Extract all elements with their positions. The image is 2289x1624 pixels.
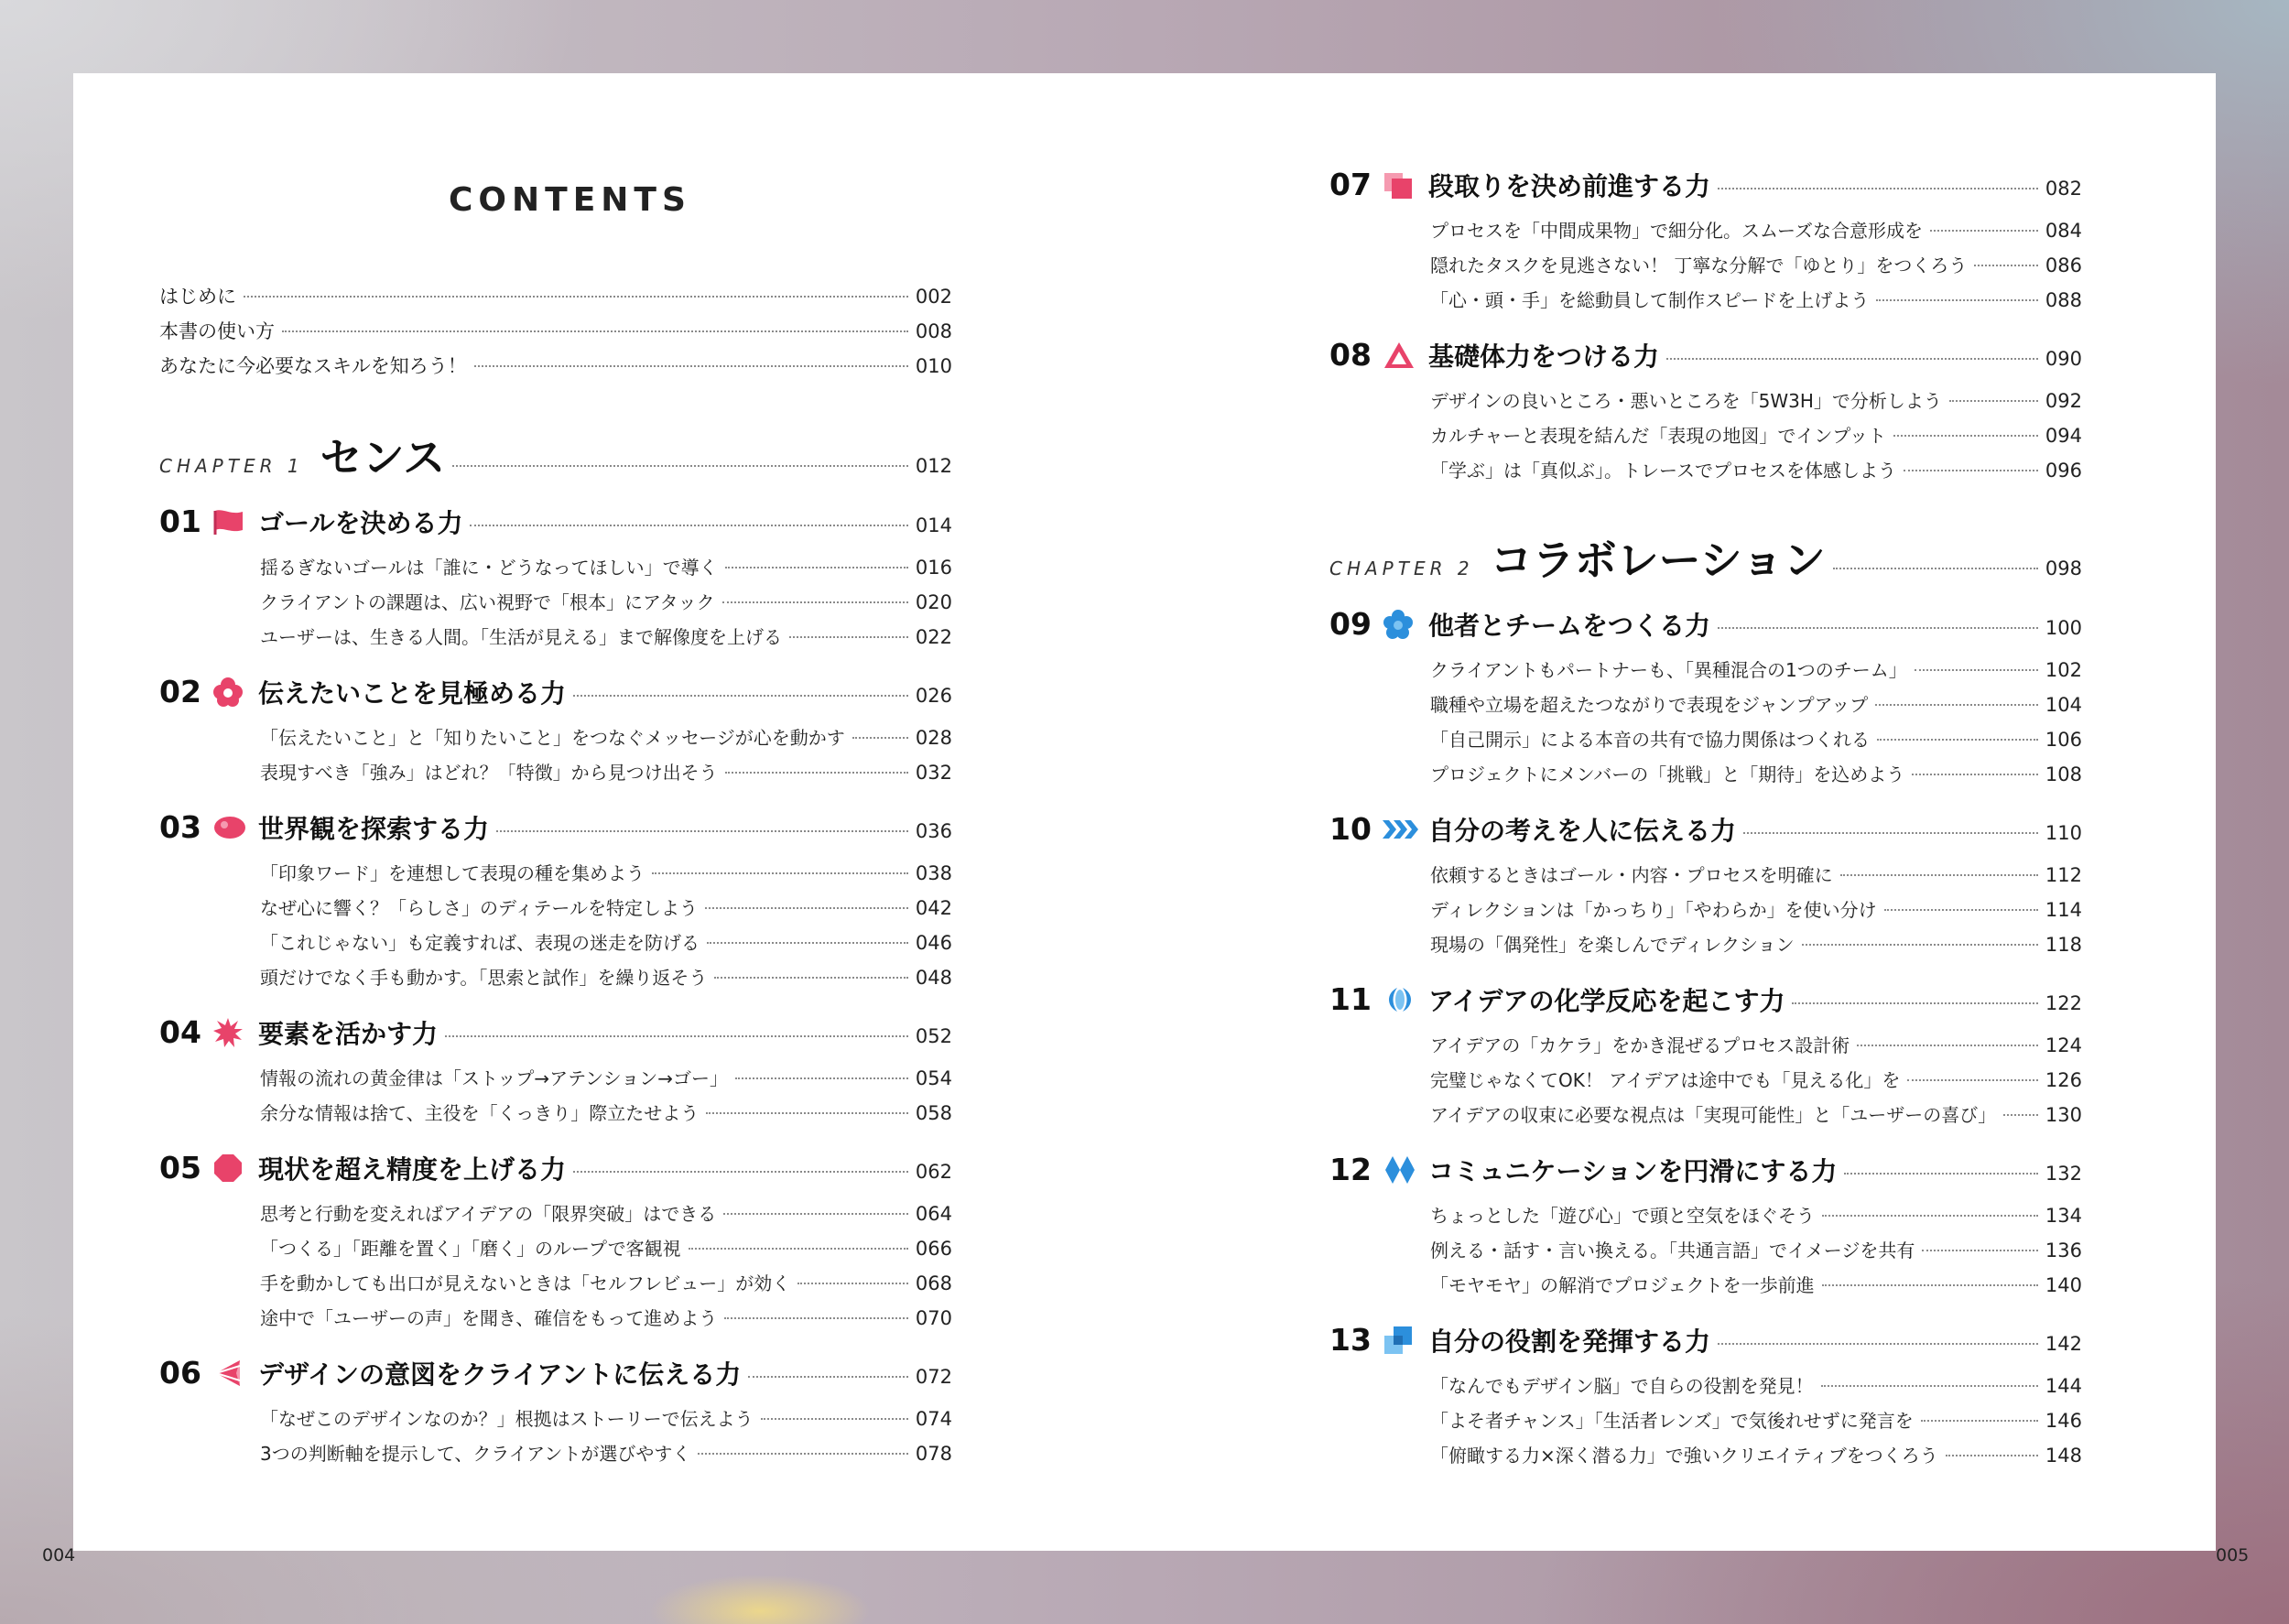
- blob-icon: [212, 812, 249, 843]
- section-title: 伝えたいことを見極める力: [258, 678, 567, 709]
- subsection-item[interactable]: [1329, 286, 2082, 312]
- subsection-item[interactable]: [159, 758, 952, 785]
- dot-leader: [1840, 874, 2038, 876]
- section-06[interactable]: [159, 1355, 952, 1391]
- page-number: 110: [2045, 822, 2082, 844]
- dot-leader: [1718, 188, 2038, 189]
- page-number: 096: [2045, 460, 2082, 482]
- subsection-title: 情報の流れの黄金律は「ストップ→アテンション→ゴー」: [260, 1067, 729, 1089]
- dot-leader: [452, 465, 908, 467]
- dot-leader: [705, 907, 908, 909]
- chapter-heading[interactable]: [1329, 527, 2082, 588]
- page-number: 028: [915, 727, 952, 749]
- dot-leader: [852, 737, 908, 739]
- dot-leader: [1833, 568, 2038, 569]
- subsection-title: 「俯瞰する力×深く潜る力」で強いクリエイティブをつくろう: [1430, 1445, 1938, 1467]
- section-number: 02: [159, 674, 201, 709]
- section-number: 08: [1329, 337, 1372, 373]
- subsection-title: プロジェクトにメンバーの「挑戦」と「期待」を込めよう: [1430, 763, 1905, 785]
- dot-leader: [470, 525, 907, 526]
- page-number: 012: [915, 455, 952, 477]
- page-number: 134: [2045, 1205, 2082, 1227]
- subsection-item[interactable]: [1329, 1371, 2082, 1398]
- dot-leader: [689, 1248, 908, 1250]
- page-number: 084: [2045, 220, 2082, 242]
- subsection-title: 「心・頭・手」を総動員して制作スピードを上げよう: [1430, 289, 1870, 311]
- page-number: 078: [915, 1443, 952, 1465]
- subsection-title: カルチャーと表現を結んだ「表現の地図」でインプット: [1430, 425, 1886, 447]
- section-number: 01: [159, 503, 201, 539]
- fan-icon: [212, 1358, 249, 1389]
- page-number: 008: [915, 320, 952, 342]
- section-number: 05: [159, 1150, 201, 1186]
- dot-leader: [496, 830, 908, 832]
- subsection-title: 余分な情報は捨て、主役を「くっきり」際立たせよう: [260, 1102, 700, 1124]
- section-title: アイデアの化学反応を起こす力: [1428, 986, 1785, 1016]
- subsection-title: 依頼するときはゴール・内容・プロセスを明確に: [1430, 864, 1833, 886]
- section-title: 自分の役割を発揮する力: [1428, 1326, 1711, 1357]
- dot-leader: [761, 1418, 908, 1420]
- subsection-title: 「学ぶ」は「真似ぶ」。トレースでプロセスを体感しよう: [1430, 460, 1896, 482]
- chapter-label: CHAPTER 1: [159, 455, 304, 477]
- subsection-item[interactable]: [159, 928, 952, 955]
- page-title: CONTENTS: [449, 181, 691, 219]
- dot-leader: [735, 1077, 908, 1079]
- subsection-item[interactable]: [159, 588, 952, 614]
- subsection-title: 職種や立場を超えたつながりで表現をジャンプアップ: [1430, 694, 1869, 716]
- page-number: 108: [2045, 763, 2082, 785]
- subsection-item[interactable]: [1329, 655, 2082, 682]
- page-number: 100: [2045, 617, 2082, 639]
- dot-leader: [1802, 944, 2038, 946]
- toc-entry-title: 本書の使い方: [159, 320, 275, 342]
- section-number: 11: [1329, 981, 1372, 1017]
- subsection-item[interactable]: [1329, 1100, 2082, 1127]
- page-number: 032: [915, 762, 952, 784]
- subsection-item[interactable]: [1329, 895, 2082, 922]
- page-number: 132: [2045, 1163, 2082, 1185]
- page-number: 014: [915, 514, 952, 536]
- subsection-item[interactable]: [159, 963, 952, 990]
- page-number: 026: [915, 685, 952, 707]
- subsection-item[interactable]: [1329, 1236, 2082, 1262]
- page-number: 072: [915, 1366, 952, 1388]
- toc-intro-item[interactable]: [159, 352, 952, 379]
- subsection-title: 「印象ワード」を連想して表現の種を集めよう: [260, 862, 645, 884]
- dot-leader: [1876, 299, 2038, 301]
- page-number: 066: [915, 1238, 952, 1260]
- dot-leader: [474, 365, 908, 367]
- page-number: 090: [2045, 348, 2082, 370]
- subsection-title: 「よそ者チャンス」「生活者レンズ」で気後れせずに発言を: [1430, 1410, 1914, 1432]
- toc-entry-title: はじめに: [159, 286, 236, 308]
- page-number: 112: [2045, 864, 2082, 886]
- chapter-label: CHAPTER 2: [1329, 558, 1474, 579]
- subsection-item[interactable]: [159, 553, 952, 579]
- burst-icon: [212, 1017, 249, 1048]
- page-number: 094: [2045, 425, 2082, 447]
- page-number: 038: [915, 862, 952, 884]
- subsection-item[interactable]: [159, 623, 952, 649]
- subsection-title: 例える・話す・言い換える。「共通言語」でイメージを共有: [1430, 1240, 1915, 1261]
- dot-leader: [706, 1112, 908, 1114]
- dot-leader: [573, 695, 908, 697]
- subsection-title: 表現すべき「強み」はどれ？「特徴」から見つけ出そう: [260, 762, 718, 784]
- page-number: 046: [915, 932, 952, 954]
- squares-icon: [1383, 169, 1419, 200]
- flag-icon: [212, 506, 249, 537]
- page-number: 074: [915, 1408, 952, 1430]
- subsection-item[interactable]: [1329, 1066, 2082, 1092]
- dot-leader: [723, 1213, 908, 1215]
- section-number: 10: [1329, 811, 1372, 847]
- subsection-item[interactable]: [159, 893, 952, 920]
- subsection-item[interactable]: [159, 1269, 952, 1295]
- page-number: 106: [2045, 729, 2082, 751]
- subsection-title: 完璧じゃなくてOK！ アイデアは途中でも「見える化」を: [1430, 1069, 1901, 1091]
- page-folio-right: 005: [2216, 1545, 2250, 1565]
- section-number: 06: [159, 1355, 201, 1391]
- subsection-item[interactable]: [159, 1064, 952, 1090]
- dot-leader: [1822, 1284, 2038, 1286]
- subsection-title: 「自己開示」による本音の共有で協力関係はつくれる: [1430, 729, 1870, 751]
- blue-flower-icon: [1383, 609, 1419, 640]
- subsection-item[interactable]: [1329, 760, 2082, 786]
- subsection-item[interactable]: [1329, 1031, 2082, 1057]
- page-number: 144: [2045, 1375, 2082, 1397]
- dot-leader: [1875, 704, 2038, 706]
- subsection-title: なぜ心に響く？「らしさ」のディテールを特定しよう: [260, 897, 698, 919]
- subsection-item[interactable]: [1329, 421, 2082, 448]
- subsection-item[interactable]: [1329, 456, 2082, 482]
- page-number: 082: [2045, 178, 2082, 200]
- dot-leader: [445, 1035, 908, 1037]
- subsection-title: 揺るぎないゴールは「誰に・どうなってほしい」で導く: [260, 557, 718, 579]
- page-number: 036: [915, 820, 952, 842]
- dot-leader: [244, 296, 908, 298]
- page-number: 104: [2045, 694, 2082, 716]
- subsection-item[interactable]: [1329, 930, 2082, 957]
- subsection-title: 現場の「偶発性」を楽しんでディレクション: [1430, 934, 1795, 956]
- section-title: 要素を活かす力: [258, 1019, 439, 1049]
- subsection-item[interactable]: [159, 1304, 952, 1330]
- subsection-title: 「これじゃない」も定義すれば、表現の迷走を防げる: [260, 932, 700, 954]
- subsection-item[interactable]: [159, 1199, 952, 1226]
- section-07[interactable]: [1329, 167, 2082, 203]
- page-number: 052: [915, 1025, 952, 1047]
- dot-leader: [1877, 739, 2038, 741]
- page-number: 126: [2045, 1069, 2082, 1091]
- section-01[interactable]: [159, 503, 952, 540]
- dot-leader: [1915, 669, 2038, 671]
- dot-leader: [748, 1376, 908, 1378]
- subsection-title: ディレクションは「かっちり」「やわらか」を使い分け: [1430, 899, 1877, 921]
- section-title: ゴールを決める力: [258, 508, 463, 538]
- page-number: 124: [2045, 1034, 2082, 1056]
- subsection-title: 頭だけでなく手も動かす。「思索と試作」を繰り返そう: [260, 967, 708, 989]
- subsection-item[interactable]: [1329, 1406, 2082, 1433]
- page-number: 022: [915, 626, 952, 648]
- dot-leader: [1844, 1173, 2038, 1175]
- dot-leader: [724, 1317, 908, 1319]
- octagon-icon: [212, 1153, 249, 1184]
- page-number: 140: [2045, 1274, 2082, 1296]
- section-03[interactable]: [159, 809, 952, 846]
- diamonds-icon: [1383, 1154, 1419, 1186]
- page-number: 136: [2045, 1240, 2082, 1261]
- dot-leader: [1893, 435, 2038, 437]
- subsection-item[interactable]: [159, 859, 952, 885]
- section-title: 自分の考えを人に伝える力: [1428, 816, 1737, 846]
- page-number: 062: [915, 1161, 952, 1183]
- dot-leader: [707, 942, 908, 944]
- chevrons-icon: [1383, 814, 1419, 845]
- chapter-heading[interactable]: [159, 425, 952, 485]
- section-11[interactable]: [1329, 981, 2082, 1018]
- page-number: 088: [2045, 289, 2082, 311]
- page-number: 020: [915, 591, 952, 613]
- subsection-item[interactable]: [159, 723, 952, 750]
- page-number: 016: [915, 557, 952, 579]
- drops-icon: [1383, 984, 1419, 1015]
- dot-leader: [1946, 1455, 2038, 1456]
- subsection-title: クライアントの課題は、広い視野で「根本」にアタック: [260, 591, 715, 613]
- section-12[interactable]: [1329, 1152, 2082, 1188]
- dot-leader: [1974, 265, 2038, 266]
- dot-leader: [1718, 1343, 2038, 1345]
- toc-entry-title: あなたに今必要なスキルを知ろう！: [159, 355, 467, 377]
- page-number: 114: [2045, 899, 2082, 921]
- section-number: 07: [1329, 167, 1372, 202]
- section-number: 12: [1329, 1152, 1372, 1187]
- section-04[interactable]: [159, 1014, 952, 1051]
- dot-leader: [282, 330, 908, 332]
- page-number: 142: [2045, 1333, 2082, 1355]
- triangle-icon: [1383, 340, 1419, 371]
- subsection-title: 3つの判断軸を提示して、クライアントが選びやすく: [260, 1443, 691, 1465]
- page-number: 064: [915, 1203, 952, 1225]
- section-number: 04: [159, 1014, 201, 1050]
- dot-leader: [1912, 774, 2038, 775]
- dot-leader: [725, 567, 908, 568]
- subsection-item[interactable]: [1329, 1441, 2082, 1467]
- subsection-item[interactable]: [159, 1404, 952, 1431]
- page-number: 086: [2045, 254, 2082, 276]
- chapter-name: センス: [320, 433, 446, 482]
- subsection-item[interactable]: [159, 1234, 952, 1261]
- page-folio-left: 004: [42, 1545, 76, 1565]
- subsection-item[interactable]: [1329, 216, 2082, 243]
- chapter-name: コラボレーション: [1490, 536, 1826, 585]
- dot-leader: [722, 601, 908, 603]
- page-number: 002: [915, 286, 952, 308]
- subsection-title: 「なぜこのデザインなのか？」根拠はストーリーで伝えよう: [260, 1408, 754, 1430]
- dot-leader: [1821, 1385, 2038, 1387]
- section-10[interactable]: [1329, 811, 2082, 848]
- section-title: コミュニケーションを円滑にする力: [1428, 1156, 1838, 1186]
- page-number: 048: [915, 967, 952, 989]
- subsection-item[interactable]: [1329, 386, 2082, 413]
- page-number: 098: [2045, 558, 2082, 579]
- section-title: 段取りを決め前進する力: [1428, 171, 1711, 201]
- subsection-item[interactable]: [1329, 251, 2082, 277]
- dot-leader: [789, 636, 908, 638]
- section-title: 世界観を探索する力: [258, 814, 490, 844]
- subsection-title: 隠れたタスクを見逃さない！ 丁寧な分解で「ゆとり」をつくろう: [1430, 254, 1968, 276]
- section-number: 13: [1329, 1322, 1372, 1358]
- subsection-title: デザインの良いところ・悪いところを「5W3H」で分析しよう: [1430, 390, 1942, 412]
- section-02[interactable]: [159, 674, 952, 710]
- section-13[interactable]: [1329, 1322, 2082, 1359]
- page-number: 054: [915, 1067, 952, 1089]
- subsection-title: 「伝えたいこと」と「知りたいこと」をつなぐメッセージが心を動かす: [260, 727, 845, 749]
- dot-leader: [1666, 358, 2038, 360]
- page-number: 130: [2045, 1104, 2082, 1126]
- subsection-title: ちょっとした「遊び心」で頭と空気をほぐそう: [1430, 1205, 1815, 1227]
- dot-leader: [1884, 909, 2038, 911]
- page-number: 068: [915, 1272, 952, 1294]
- dot-leader: [1857, 1045, 2038, 1046]
- dot-leader: [652, 872, 908, 874]
- dot-leader: [1930, 230, 2038, 232]
- dot-leader: [725, 772, 908, 774]
- subsection-title: 思考と行動を変えればアイデアの「限界突破」はできる: [260, 1203, 717, 1225]
- subsection-item[interactable]: [1329, 1201, 2082, 1228]
- subsection-item[interactable]: [1329, 861, 2082, 887]
- subsection-item[interactable]: [1329, 1271, 2082, 1297]
- subsection-title: 途中で「ユーザーの声」を聞き、確信をもって進めよう: [260, 1307, 718, 1329]
- blue-squares-icon: [1383, 1325, 1419, 1356]
- dot-leader: [573, 1171, 908, 1173]
- section-09[interactable]: [1329, 606, 2082, 643]
- subsection-title: クライアントもパートナーも、「異種混合の1つのチーム」: [1430, 659, 1907, 681]
- section-title: 他者とチームをつくる力: [1428, 611, 1711, 641]
- subsection-title: アイデアの収束に必要な視点は「実現可能性」と「ユーザーの喜び」: [1430, 1104, 1997, 1126]
- dot-leader: [1743, 832, 2038, 834]
- section-05[interactable]: [159, 1150, 952, 1186]
- section-title: 現状を超え精度を上げる力: [258, 1154, 567, 1185]
- section-08[interactable]: [1329, 337, 2082, 374]
- dot-leader: [1922, 1250, 2038, 1251]
- subsection-title: 「モヤモヤ」の解消でプロジェクトを一歩前進: [1430, 1274, 1815, 1296]
- toc-intro-item[interactable]: [159, 317, 952, 344]
- subsection-title: 手を動かしても出口が見えないときは「セルフレビュー」が効く: [260, 1272, 791, 1294]
- page-number: 102: [2045, 659, 2082, 681]
- subsection-item[interactable]: [1329, 725, 2082, 752]
- subsection-item[interactable]: [159, 1099, 952, 1125]
- subsection-title: 「なんでもデザイン脳」で自らの役割を発見！: [1430, 1375, 1814, 1397]
- dot-leader: [1718, 627, 2038, 629]
- subsection-title: プロセスを「中間成果物」で細分化。スムーズな合意形成を: [1430, 220, 1923, 242]
- section-number: 03: [159, 809, 201, 845]
- dot-leader: [797, 1283, 908, 1284]
- page-number: 146: [2045, 1410, 2082, 1432]
- page-number: 122: [2045, 992, 2082, 1014]
- page-number: 070: [915, 1307, 952, 1329]
- section-title: デザインの意図をクライアントに伝える力: [258, 1359, 742, 1390]
- toc-intro-item[interactable]: [159, 282, 952, 309]
- section-number: 09: [1329, 606, 1372, 642]
- dot-leader: [1822, 1215, 2038, 1217]
- subsection-title: 「つくる」「距離を置く」「磨く」のループで客観視: [260, 1238, 681, 1260]
- page-number: 010: [915, 355, 952, 377]
- flower-icon: [212, 677, 249, 708]
- dot-leader: [2003, 1114, 2038, 1116]
- subsection-title: ユーザーは、生きる人間。「生活が見える」まで解像度を上げる: [260, 626, 782, 648]
- page-number: 148: [2045, 1445, 2082, 1467]
- subsection-title: アイデアの「カケラ」をかき混ぜるプロセス設計術: [1430, 1034, 1850, 1056]
- dot-leader: [1907, 1079, 2037, 1081]
- subsection-item[interactable]: [1329, 690, 2082, 717]
- dot-leader: [1949, 400, 2038, 402]
- subsection-item[interactable]: [159, 1439, 952, 1466]
- dot-leader: [698, 1453, 908, 1455]
- page-number: 092: [2045, 390, 2082, 412]
- dot-leader: [1792, 1002, 2037, 1004]
- page-number: 118: [2045, 934, 2082, 956]
- dot-leader: [1921, 1420, 2038, 1422]
- dot-leader: [714, 977, 908, 979]
- page-number: 042: [915, 897, 952, 919]
- page-number: 058: [915, 1102, 952, 1124]
- section-title: 基礎体力をつける力: [1428, 341, 1660, 372]
- dot-leader: [1904, 470, 2038, 471]
